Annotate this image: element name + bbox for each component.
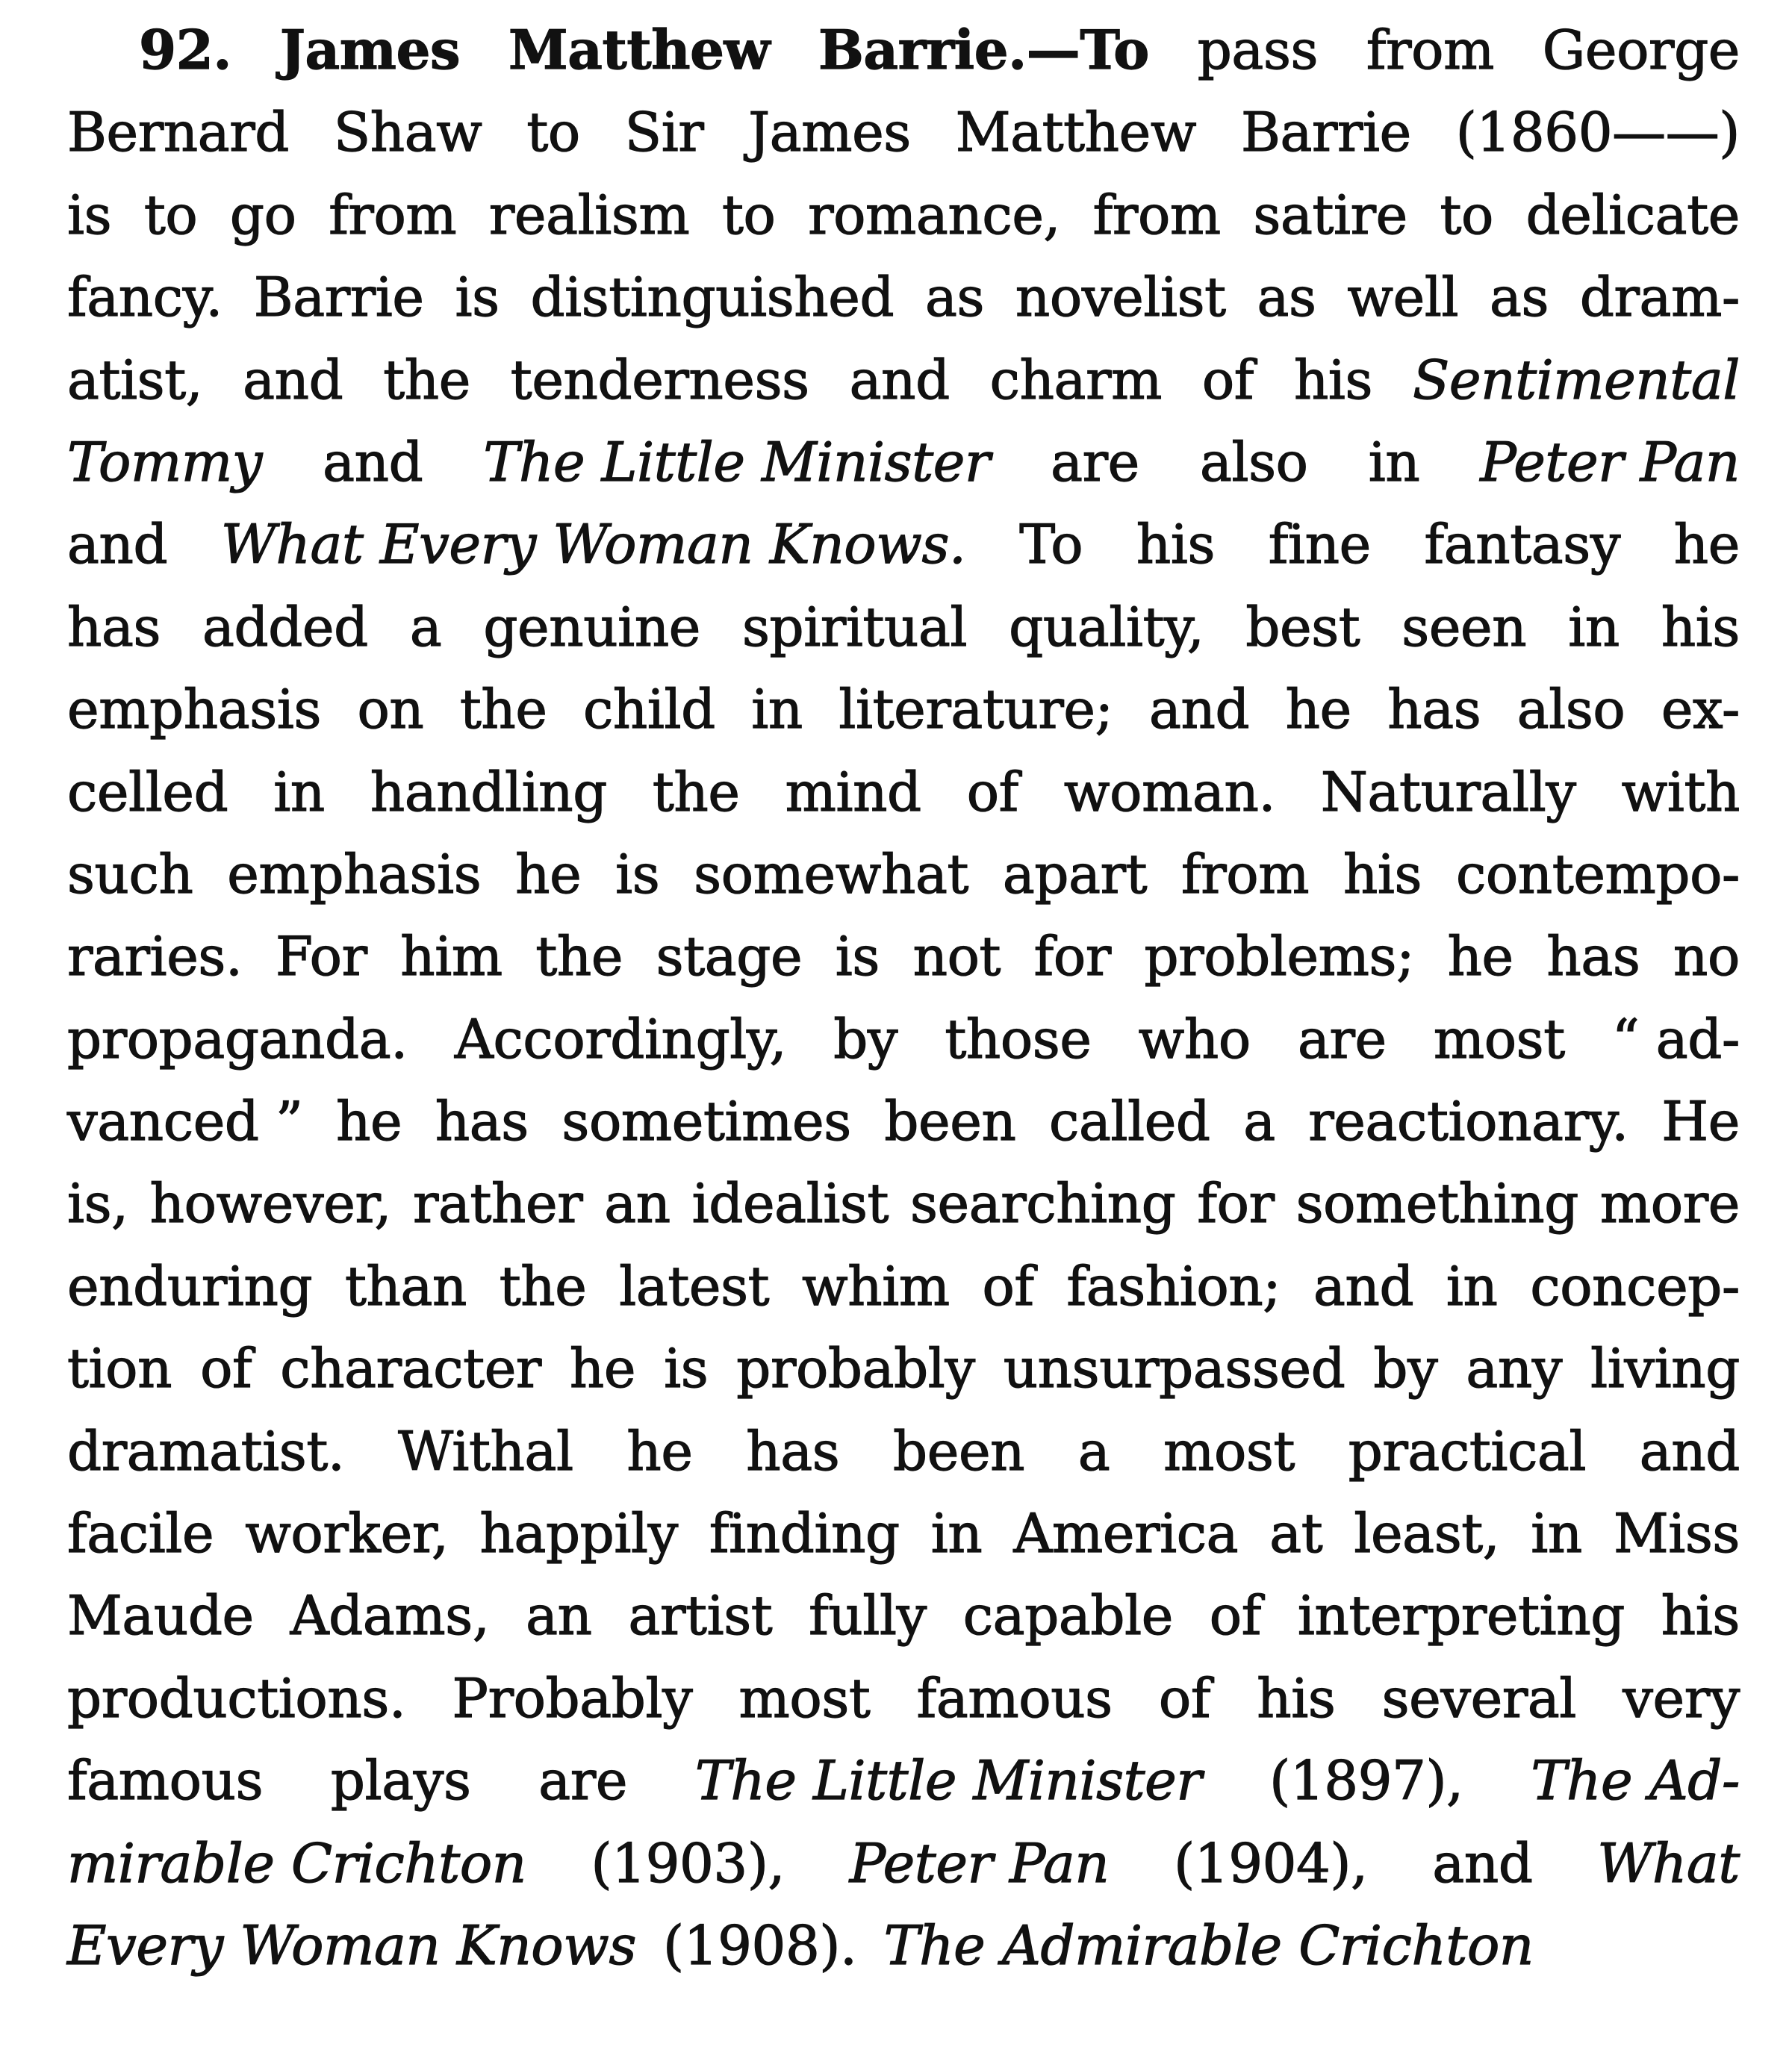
italic-title-word: The Little Minister — [694, 1749, 1202, 1813]
word: rather — [412, 1172, 583, 1236]
italic-title-word: What — [1597, 1831, 1740, 1895]
word: problems; — [1144, 925, 1414, 988]
word: celled — [67, 760, 228, 823]
word: living — [1590, 1337, 1740, 1401]
word: who — [1138, 1007, 1251, 1071]
word: handling — [370, 760, 607, 823]
word: “ ad- — [1611, 1007, 1740, 1071]
word: (1897), — [1269, 1749, 1463, 1813]
word: such — [67, 842, 193, 906]
italic-title-word: The Admirable Crichton — [883, 1913, 1534, 1977]
word: finding — [709, 1502, 900, 1565]
word: the — [535, 925, 623, 988]
word: James — [748, 101, 911, 164]
word: is, — [67, 1172, 128, 1236]
word: are — [538, 1749, 628, 1813]
word: is — [455, 266, 500, 329]
word: America — [1013, 1502, 1239, 1565]
word: most — [1163, 1419, 1295, 1483]
word: an — [604, 1172, 671, 1236]
word: (1860——) — [1455, 101, 1740, 164]
word: has — [435, 1090, 529, 1153]
word: his — [1343, 842, 1422, 906]
word: in — [273, 760, 325, 823]
word: child — [583, 678, 715, 741]
italic-title-word: mirable Crichton — [67, 1831, 526, 1895]
word: satire — [1253, 183, 1407, 246]
word: in — [1568, 595, 1620, 658]
word: of — [982, 1254, 1034, 1318]
word: romance, — [808, 183, 1061, 246]
text-line — [67, 915, 1740, 997]
word: his — [1293, 348, 1373, 411]
word: literature; — [839, 678, 1113, 741]
word: go — [229, 183, 296, 246]
word: well — [1347, 266, 1459, 329]
word: stage — [656, 925, 803, 988]
word: emphasis — [67, 678, 321, 741]
word: novelist — [1015, 266, 1226, 329]
word: plays — [330, 1749, 471, 1813]
word: quality, — [1009, 595, 1204, 658]
word: (1904), — [1174, 1831, 1368, 1895]
word: a — [1243, 1090, 1275, 1153]
word: ex- — [1661, 678, 1740, 741]
word: of — [1158, 1666, 1211, 1730]
word: sometimes — [561, 1090, 851, 1153]
word: and — [323, 430, 423, 493]
text-line — [67, 1327, 1740, 1409]
word: and — [1639, 1419, 1740, 1483]
word: he — [626, 1419, 693, 1483]
text-line — [67, 1080, 1740, 1162]
word: to — [1440, 183, 1493, 246]
word: (1903), — [591, 1831, 785, 1895]
text-line — [67, 1574, 1740, 1657]
word: of — [1209, 1584, 1261, 1648]
word: idealist — [691, 1172, 889, 1236]
word: several — [1381, 1666, 1577, 1730]
word: vanced ” — [67, 1090, 303, 1153]
italic-title-word: Peter Pan — [849, 1831, 1110, 1895]
italic-title-word: The Little Minister — [483, 430, 990, 493]
word: fine — [1268, 513, 1371, 576]
word: been — [893, 1419, 1025, 1483]
word: has — [1546, 925, 1640, 988]
word: apart — [1002, 842, 1148, 906]
text-line — [67, 1657, 1740, 1739]
word: the — [652, 760, 740, 823]
text-line — [67, 668, 1740, 750]
word: Bernard — [67, 101, 289, 164]
word: probably — [736, 1337, 975, 1401]
word: spiritual — [741, 595, 968, 658]
word: for — [1197, 1172, 1275, 1236]
word: He — [1661, 1090, 1740, 1153]
word: is — [835, 925, 880, 988]
word: as — [925, 266, 985, 329]
text-line — [67, 586, 1740, 668]
word: he — [336, 1090, 402, 1153]
word: least, — [1354, 1502, 1500, 1565]
italic-title-word: The Ad- — [1531, 1749, 1740, 1813]
word: his — [1257, 1666, 1336, 1730]
word: contempo- — [1455, 842, 1740, 906]
word: been — [884, 1090, 1016, 1153]
word: added — [202, 595, 368, 658]
word: and — [849, 348, 950, 411]
word: famous — [916, 1666, 1113, 1730]
word: character — [280, 1337, 541, 1401]
word: most — [738, 1666, 871, 1730]
word: from — [1366, 19, 1494, 81]
word: unsurpassed — [1003, 1337, 1345, 1401]
word: Maude — [67, 1584, 254, 1648]
word: To — [1019, 513, 1083, 576]
word: tion — [67, 1337, 172, 1401]
text-line — [67, 1822, 1740, 1904]
text-line — [67, 1904, 1740, 1987]
word: facile — [67, 1502, 214, 1565]
word: at — [1269, 1502, 1323, 1565]
word: is — [67, 183, 112, 246]
word: are — [1051, 430, 1139, 493]
text-line — [67, 256, 1740, 338]
word: reactionary. — [1308, 1090, 1628, 1153]
word: concep- — [1530, 1254, 1740, 1318]
word: worker, — [245, 1502, 449, 1565]
word: and — [1432, 1831, 1533, 1895]
word: practical — [1348, 1419, 1587, 1483]
word: tenderness — [510, 348, 809, 411]
word: raries. — [67, 925, 243, 988]
word: from — [329, 183, 457, 246]
word: has — [746, 1419, 840, 1483]
word: of — [200, 1337, 252, 1401]
word: realism — [488, 183, 690, 246]
word: is — [664, 1337, 709, 1401]
word: no — [1673, 925, 1740, 988]
text-line — [67, 998, 1740, 1080]
word: a — [1077, 1419, 1110, 1483]
word: his — [1661, 1584, 1740, 1648]
section-heading-word: Barrie.—To — [818, 18, 1149, 81]
word: capable — [962, 1584, 1173, 1648]
word: with — [1621, 760, 1740, 823]
word: famous — [67, 1749, 264, 1813]
word: an — [526, 1584, 592, 1648]
word: dramatist. — [67, 1419, 345, 1483]
word: however, — [149, 1172, 392, 1236]
word: in — [751, 678, 803, 741]
word: fancy. — [67, 266, 223, 329]
word: more — [1599, 1172, 1740, 1236]
word: the — [383, 348, 470, 411]
text-line — [67, 91, 1740, 173]
text-line — [67, 339, 1740, 421]
word: emphasis — [227, 842, 482, 906]
word: Adams, — [290, 1584, 490, 1648]
word: from — [1092, 183, 1221, 246]
word: as — [1257, 266, 1316, 329]
word: his — [1136, 513, 1216, 576]
word: enduring — [67, 1254, 313, 1318]
word: For — [276, 925, 367, 988]
word: Sir — [624, 101, 704, 164]
word: he — [1673, 513, 1740, 576]
word: the — [459, 678, 547, 741]
word: dram- — [1579, 266, 1740, 329]
word: also — [1516, 678, 1625, 741]
word: and — [67, 513, 168, 576]
word: than — [344, 1254, 467, 1318]
word: has — [1387, 678, 1481, 741]
text-line — [67, 1245, 1740, 1327]
word: delicate — [1525, 183, 1740, 246]
word: Barrie — [253, 266, 424, 329]
italic-title-word: Tommy — [67, 430, 263, 493]
word: is — [615, 842, 660, 906]
italic-title-word: What Every Woman Knows. — [220, 513, 966, 576]
word: from — [1181, 842, 1310, 906]
word: fantasy — [1424, 513, 1621, 576]
word: productions. — [67, 1666, 406, 1730]
word: something — [1295, 1172, 1578, 1236]
text-line — [67, 174, 1740, 256]
word: of — [1201, 348, 1254, 411]
word: Probably — [452, 1666, 693, 1730]
text-line — [67, 503, 1740, 585]
word: by — [833, 1007, 898, 1071]
word: somewhat — [694, 842, 969, 906]
word: searching — [909, 1172, 1176, 1236]
word: him — [400, 925, 503, 988]
word: any — [1466, 1337, 1563, 1401]
paragraph-james-matthew-barrie — [67, 9, 1740, 1987]
text-line — [67, 9, 1740, 91]
word: propaganda. — [67, 1007, 408, 1071]
section-heading-word: James — [279, 18, 461, 81]
word: a — [409, 595, 442, 658]
word: he — [515, 842, 582, 906]
word: latest — [619, 1254, 770, 1318]
italic-title-word: Sentimental — [1412, 348, 1740, 411]
word: those — [945, 1007, 1092, 1071]
word: in — [1446, 1254, 1498, 1318]
word: as — [1489, 266, 1549, 329]
word: and — [1313, 1254, 1414, 1318]
word: in — [930, 1502, 983, 1565]
word: very — [1623, 1666, 1740, 1730]
italic-title-word: Every Woman Knows — [67, 1913, 637, 1977]
word: interpreting — [1297, 1584, 1625, 1648]
word: to — [526, 101, 580, 164]
text-line — [67, 421, 1740, 503]
word: he — [569, 1337, 636, 1401]
word: distinguished — [530, 266, 895, 329]
text-line — [67, 1162, 1740, 1244]
word: of — [966, 760, 1018, 823]
word: he — [1447, 925, 1513, 988]
word: called — [1049, 1090, 1210, 1153]
word: his — [1661, 595, 1740, 658]
word: in — [1531, 1502, 1582, 1565]
word: to — [143, 183, 198, 246]
word: (1908). — [663, 1913, 857, 1977]
word: he — [1285, 678, 1351, 741]
word: the — [499, 1254, 587, 1318]
word: also — [1199, 430, 1308, 493]
word: charm — [989, 348, 1162, 411]
word: not — [912, 925, 1001, 988]
text-line — [67, 833, 1740, 915]
word: are — [1297, 1007, 1387, 1071]
word: Matthew — [955, 101, 1197, 164]
word: pass — [1197, 19, 1319, 81]
word: to — [721, 183, 776, 246]
word: happily — [479, 1502, 678, 1565]
word: best — [1245, 595, 1360, 658]
word: and — [1148, 678, 1250, 741]
word: whim — [802, 1254, 950, 1318]
section-heading-word: Matthew — [508, 18, 771, 81]
word: Withal — [398, 1419, 573, 1483]
word: artist — [628, 1584, 773, 1648]
word: atist, — [67, 348, 203, 411]
text-line — [67, 1410, 1740, 1492]
section-heading-word: 92. — [139, 18, 232, 81]
word: fashion; — [1066, 1254, 1281, 1318]
text-line — [67, 751, 1740, 833]
word: fully — [809, 1584, 927, 1648]
word: mind — [785, 760, 921, 823]
word: woman. — [1063, 760, 1275, 823]
word: most — [1433, 1007, 1565, 1071]
word: Barrie — [1240, 101, 1411, 164]
word: has — [67, 595, 161, 658]
word: seen — [1401, 595, 1527, 658]
word: by — [1373, 1337, 1438, 1401]
word: and — [243, 348, 343, 411]
word: Naturally — [1320, 760, 1576, 823]
word: Miss — [1613, 1502, 1740, 1565]
word: George — [1542, 19, 1740, 81]
word: genuine — [483, 595, 700, 658]
word: for — [1033, 925, 1111, 988]
word: on — [357, 678, 424, 741]
text-line — [67, 1739, 1740, 1822]
word: Shaw — [333, 101, 482, 164]
word: Accordingly, — [454, 1007, 787, 1071]
italic-title-word: Peter Pan — [1480, 430, 1740, 493]
word: in — [1368, 430, 1420, 493]
book-page-text — [67, 9, 1740, 1987]
text-line — [67, 1492, 1740, 1574]
